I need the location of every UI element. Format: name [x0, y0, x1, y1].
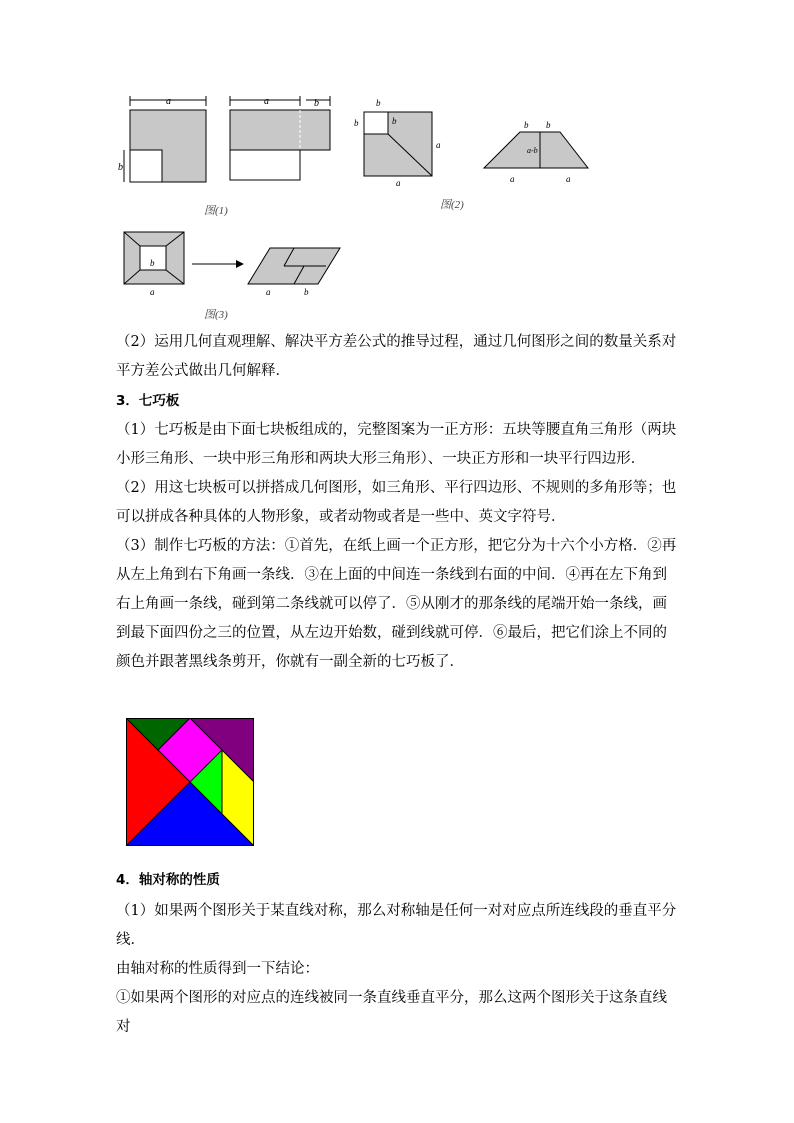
- label-a: a: [266, 287, 271, 297]
- section-heading: 4．轴对称的性质: [116, 872, 220, 888]
- label-b: b: [524, 120, 529, 130]
- paragraph: （3）制作七巧板的方法：①首先，在纸上画一个正方形，把它分为十六个小方格．②再从左上角到右下角画一条线．③在上面的中间连一条线到右面的中间．④再在左下角到右上角画一条线，碰到第二条线就可以停了．⑤从刚才的那条线的尾端开始一条线，画到最下面四份之三的位置，从左边开始数，碰到线就可停．⑥最后，把它们涂上不同的颜色并跟著黑线条剪开，你就有一副全新的七巧板了．: [116, 538, 677, 670]
- label-a: a: [150, 287, 155, 297]
- label-a: a: [264, 96, 269, 107]
- small-square-white: [364, 112, 388, 134]
- paragraph: （2）运用几何直观理解、解决平方差公式的推导过程，通过几何图形之间的数量关系对平方差公式做出几何解释．: [116, 334, 677, 379]
- label-a: a: [396, 178, 401, 188]
- rearranged-rect-shaded: [230, 110, 330, 150]
- paragraph: （1）如果两个图形关于某直线对称，那么对称轴是任何一对对应点所连线段的垂直平分线．: [116, 903, 677, 948]
- figure-1-caption: 图(1): [204, 205, 228, 217]
- label-b: b: [354, 118, 359, 128]
- figure-1-diagram: [118, 92, 348, 188]
- figure-2-caption: 图(2): [440, 199, 464, 211]
- paragraph: （1）七巧板是由下面七块板组成的，完整图案为一正方形：五块等腰直角三角形（两块小形三角形、一块中形三角形和两块大形三角形）、一块正方形和一块平行四边形．: [116, 422, 677, 467]
- paragraph: 由轴对称的性质得到一下结论：: [116, 961, 319, 977]
- paragraph: ①如果两个图形的对应点的连线被同一条直线垂直平分，那么这两个图形关于这条直线对: [116, 990, 667, 1035]
- label-a: a: [166, 96, 171, 107]
- rearranged-rect-white: [230, 150, 300, 180]
- label-b: b: [546, 120, 551, 130]
- text-section-2-3: [116, 328, 680, 677]
- text-section-4: [116, 866, 680, 1042]
- label-b: b: [392, 116, 397, 126]
- figure-2-diagram: [350, 96, 590, 192]
- tangram-image: [126, 718, 254, 846]
- label-a: a: [510, 174, 515, 184]
- small-square-white: [130, 150, 162, 182]
- label-b: b: [314, 98, 319, 109]
- label-b: b: [304, 287, 309, 297]
- label-a-minus-b: a-b: [527, 146, 538, 155]
- figure-3-diagram: [118, 228, 348, 298]
- paragraph: （2）用这七块板可以拼搭成几何图形，如三角形、平行四边形、不规则的多角形等；也可以拼成各种具体的人物形象，或者动物或者是一些中、英文字符号．: [116, 480, 677, 525]
- label-b: b: [376, 98, 381, 108]
- label-b: b: [150, 258, 155, 268]
- figure-3-caption: 图(3): [204, 309, 228, 321]
- label-a: a: [436, 140, 441, 150]
- section-heading: 3．七巧板: [116, 393, 180, 409]
- label-b: b: [118, 162, 123, 173]
- label-a: a: [566, 174, 571, 184]
